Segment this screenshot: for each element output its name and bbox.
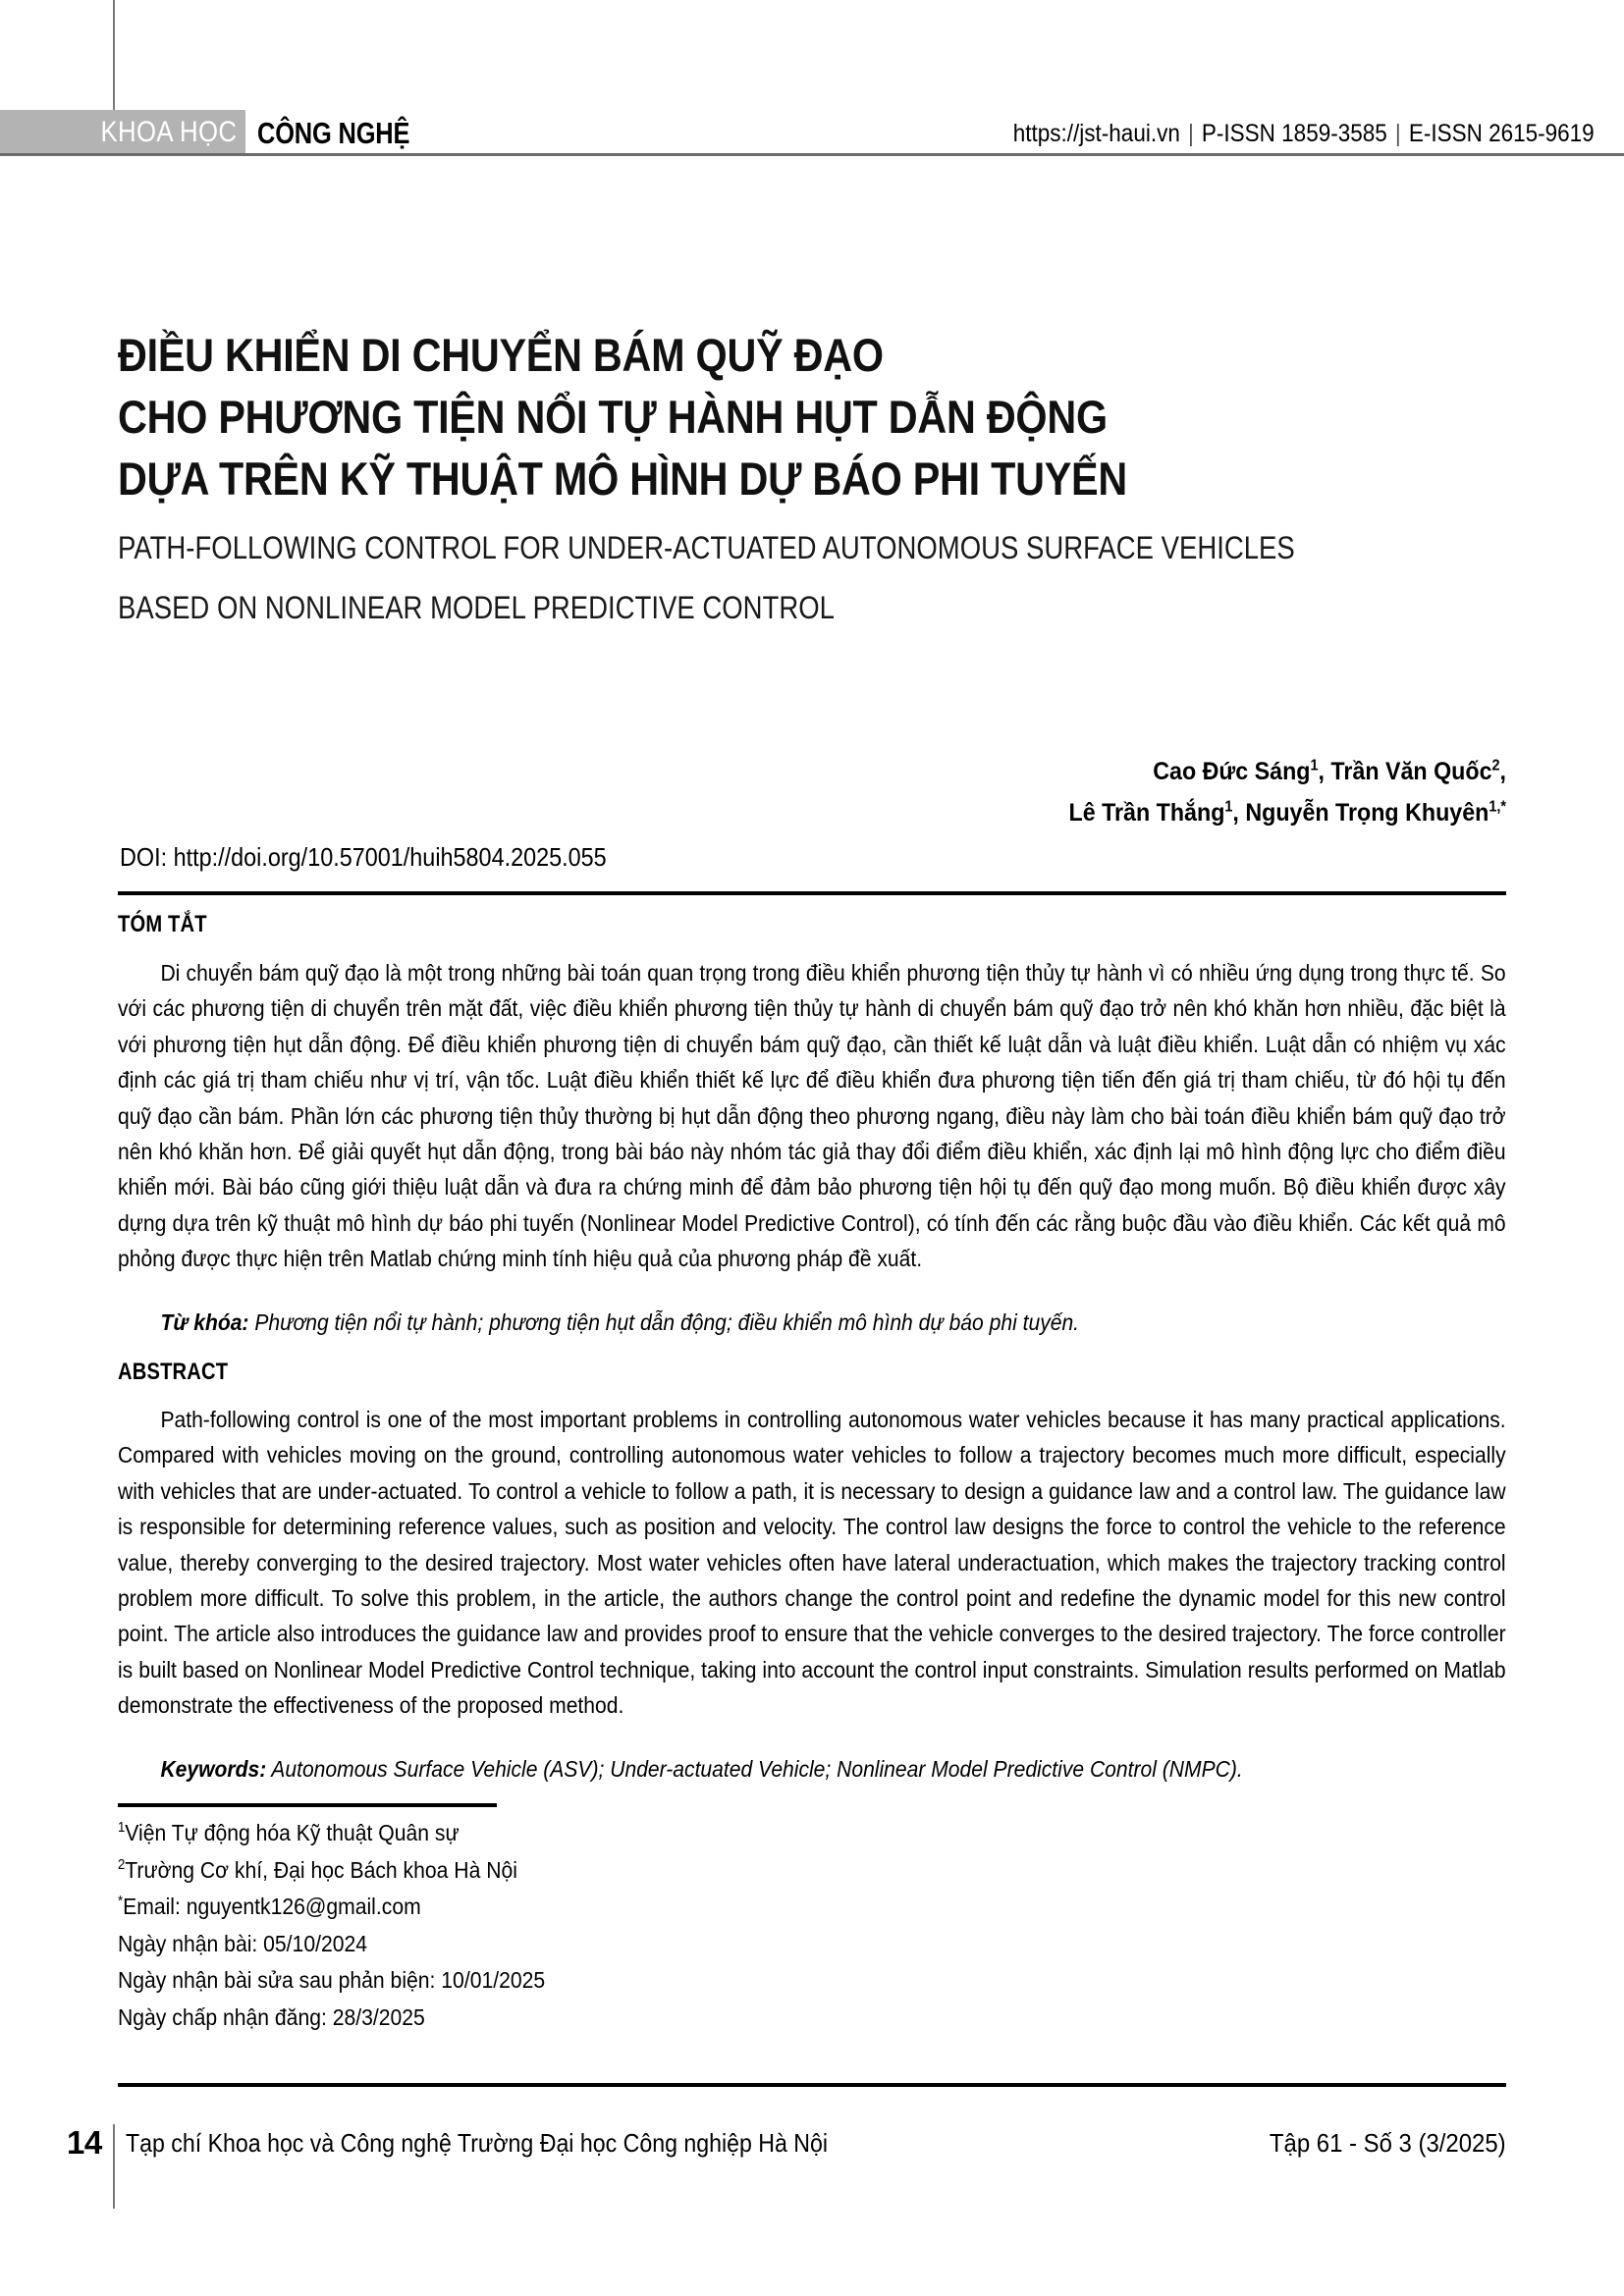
keywords-en-label: Keywords: (160, 1756, 267, 1782)
keywords-vi-label: Từ khóa: (160, 1309, 249, 1335)
running-head-identifiers (1013, 112, 1595, 155)
doi-line[interactable]: DOI: http://doi.org/10.57001/huih5804.2025.055 (120, 842, 607, 872)
footer-top-rule (118, 2083, 1506, 2087)
separator-1: | (1188, 120, 1195, 147)
abstract-en-heading: ABSTRACT (118, 1359, 229, 1385)
journal-website[interactable]: https://jst-haui.vn (1013, 120, 1181, 147)
title-en-line-1: PATH-FOLLOWING CONTROL FOR UNDER-ACTUATED AUTONOMOUS SURFACE VEHICLES (118, 530, 1295, 565)
footnote-block (118, 1815, 913, 2037)
date-accepted: Ngày chấp nhận đăng: 28/3/2025 (118, 2003, 425, 2030)
abstract-vi-heading: TÓM TẮT (118, 911, 207, 937)
footnote-separator-rule (118, 1803, 497, 1807)
p-issn: P-ISSN 1859-3585 (1202, 120, 1388, 147)
author-line-1: Cao Đức Sáng$^1$, Trần Văn Quốc$^2$, (1153, 757, 1506, 785)
footer-page-number: 14 (67, 2124, 102, 2161)
abstract-vi-body: Di chuyển bám quỹ đạo là một trong những bài toán quan trọng trong điều khiển phương tiện thủy tự hành vì có nhiều ứng dụng trong thực tế. So với các phương tiện di chuyển trên mặt đất, việc điều khiển phương tiện thủy tự hành di chuyển bám quỹ đạo trở nên khó khăn hơn nhiều, đặc biệt là với phương tiện hụt dẫn động. Để điều khiển phương tiện di chuyển bám quỹ đạo, cần thiết kế luật dẫn và luật điều khiển. Luật dẫn có nhiệm vụ xác định các giá trị tham chiếu như vị trí, vận tốc. Luật điều khiển thiết kế lực để điều khiển đưa phương tiện tiến đến giá trị tham chiếu, từ đó hội tụ đến quỹ đạo cần bám. Phần lớn các phương tiện thủy thường bị hụt dẫn động theo phương ngang, điều này làm cho bài toán điều khiển bám quỹ đạo trở nên khó khăn hơn. Để giải quyết hụt dẫn động, trong bài báo này nhóm tác giả thay đổi điểm điều khiển, xác định lại mô hình động lực cho điểm điều khiển mới. Bài báo cũng giới thiệu luật dẫn và đưa ra chứng minh để đảm bảo phương tiện hội tụ đến quỹ đạo mong muốn. Bộ điều khiển được xây dựng dựa trên kỹ thuật mô hình dự báo phi tuyến (Nonlinear Model Predictive Control), có tính đến các rằng buộc đầu vào điều khiển. Các kết quả mô phỏng được thực hiện trên Matlab chứng minh tính hiệu quả của phương pháp đề xuất. (118, 960, 1506, 1272)
running-head-congnghe: CÔNG NGHỆ (257, 116, 410, 150)
title-vi-line-2: CHO PHƯƠNG TIỆN NỔI TỰ HÀNH HỤT DẪN ĐỘNG (118, 391, 1108, 443)
affiliation-1: $^1$Viện Tự động hóa Kỹ thuật Quân sự (118, 1820, 460, 1845)
page-footer (0, 2101, 1624, 2189)
title-en-line-2: BASED ON NONLINEAR MODEL PREDICTIVE CONTROL (118, 590, 835, 625)
keywords-vi (118, 1305, 1506, 1340)
keywords-en-value: Autonomous Surface Vehicle (ASV); Under-actuated Vehicle; Nonlinear Model Predictive Control (NMPC). (271, 1756, 1243, 1782)
title-vi-line-1: ĐIỀU KHIỂN DI CHUYỂN BÁM QUỸ ĐẠO (118, 329, 884, 381)
date-received: Ngày nhận bài: 05/10/2024 (118, 1930, 368, 1956)
author-line-2: Lê Trần Thắng$^1$, Nguyễn Trọng Khuyên$^{1,*}$ (1068, 798, 1506, 827)
author-list (684, 751, 1506, 833)
left-margin-rule-top (113, 0, 115, 110)
separator-2: | (1395, 120, 1402, 147)
date-revised: Ngày nhận bài sửa sau phản biện: 10/01/2025 (118, 1967, 546, 1994)
running-head-divider (0, 153, 1624, 156)
abstract-en-body: Path-following control is one of the most important problems in controlling autonomous water vehicles because it has many practical applications. Compared with vehicles moving on the ground, controlling autonomous water vehicles to follow a trajectory becomes much more difficult, especially with vehicles that are under-actuated. To control a vehicle to follow a path, it is necessary to design a guidance law and a control law. The guidance law is responsible for determining reference values, such as position and velocity. The control law designs the force to control the vehicle to the reference value, thereby converging to the desired trajectory. Most water vehicles often have lateral underactuation, which makes the trajectory tracking control problem more difficult. To solve this problem, in the article, the authors change the control point and redefine the dynamic model for this new control point. The article also introduces the guidance law and provides proof to ensure that the vehicle converges to the desired trajectory. The force controller is built based on Nonlinear Model Predictive Control technique, taking into account the control input constraints. Simulation results performed on Matlab demonstrate the effectiveness of the proposed method. (118, 1407, 1506, 1719)
keywords-en (118, 1751, 1506, 1787)
footer-journal-name: Tạp chí Khoa học và Công nghệ Trường Đại học Công nghiệp Hà Nội (126, 2128, 829, 2158)
running-head (0, 110, 1624, 155)
corresponding-email[interactable]: *Email: nguyentk126@gmail.com (118, 1894, 421, 1920)
affiliation-2: $^2$Trường Cơ khí, Đại học Bách khoa Hà Nội (118, 1856, 517, 1883)
footer-issue-info: Tập 61 - Số 3 (3/2025) (1270, 2128, 1506, 2158)
article-title-block (118, 324, 1512, 629)
running-head-khoahoc: KHOA HỌC (100, 116, 238, 148)
keywords-vi-value: Phương tiện nổi tự hành; phương tiện hụt dẫn động; điều khiển mô hình dự báo phi tuyến. (254, 1309, 1080, 1335)
e-issn: E-ISSN 2615-9619 (1409, 120, 1595, 147)
abstract-top-rule (118, 891, 1506, 895)
title-vi-line-3: DỰA TRÊN KỸ THUẬT MÔ HÌNH DỰ BÁO PHI TUYẾN (118, 453, 1127, 505)
